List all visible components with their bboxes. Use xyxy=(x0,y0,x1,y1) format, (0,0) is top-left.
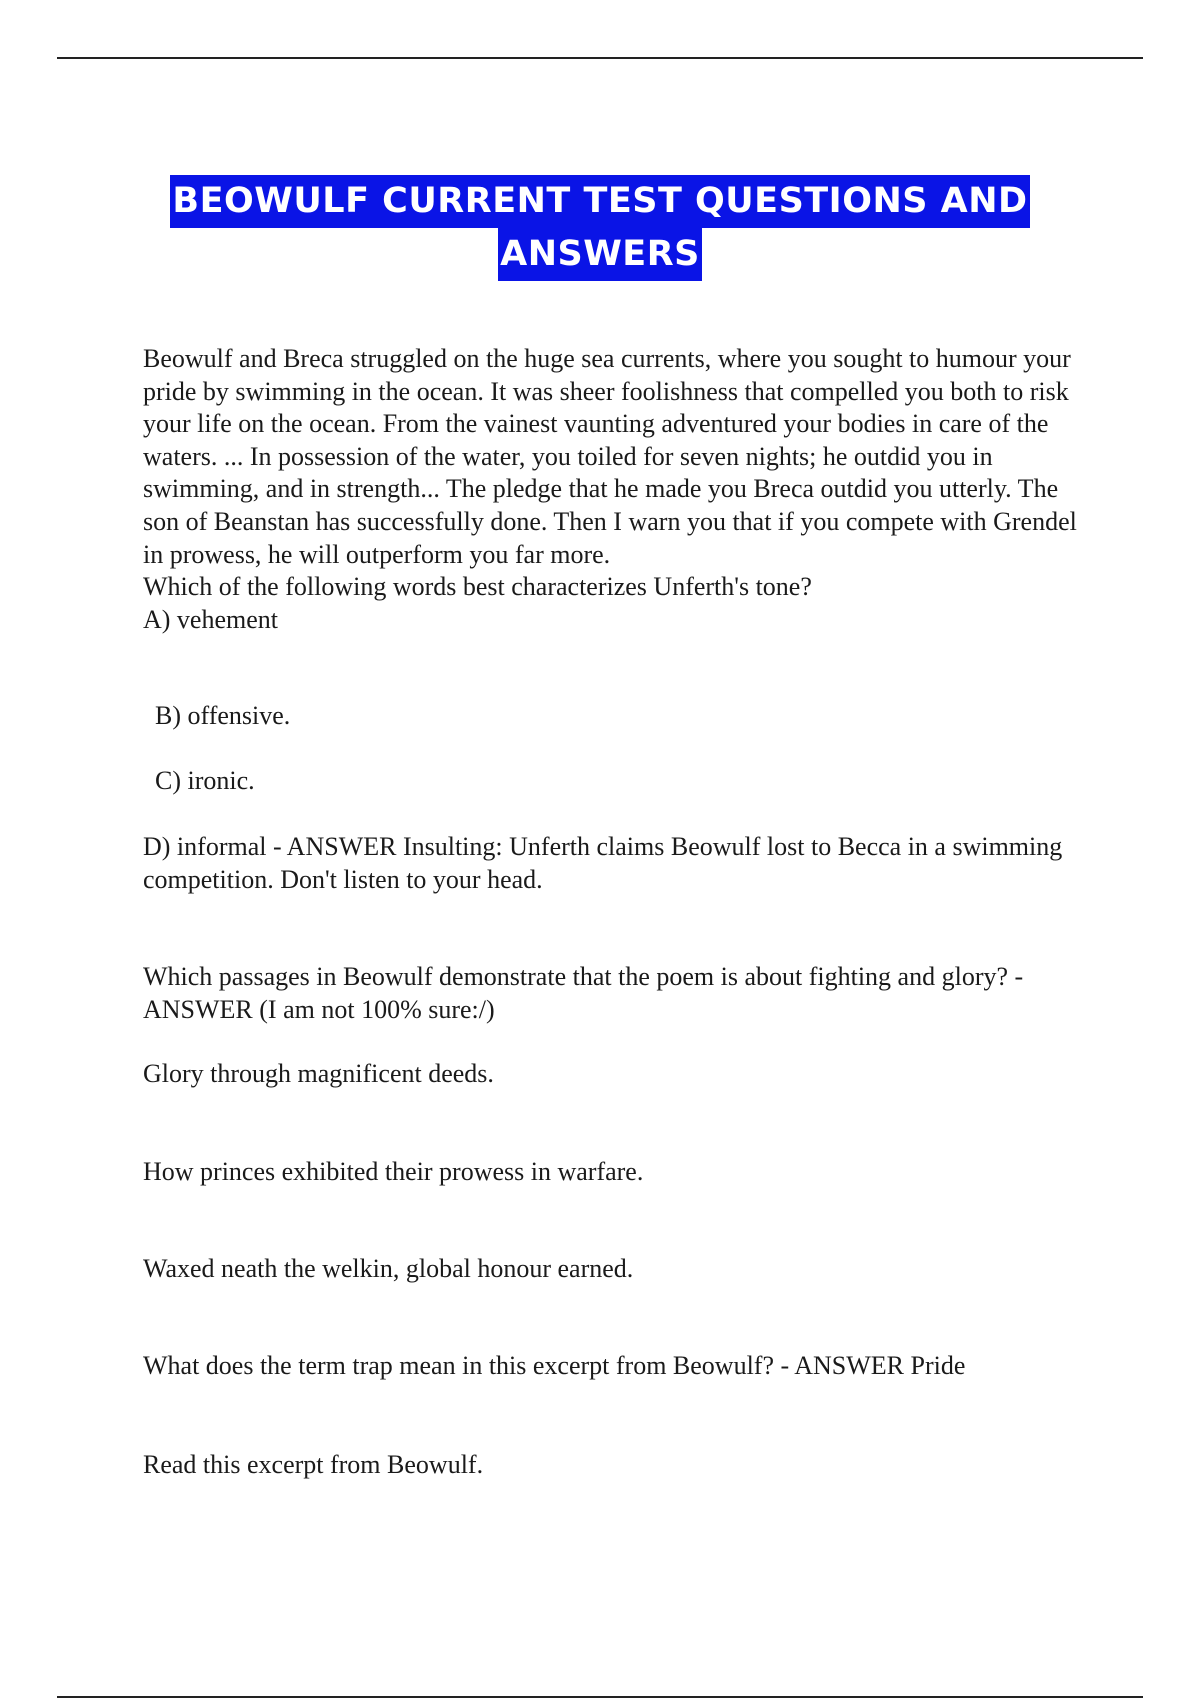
question-4-intro: Read this excerpt from Beowulf. xyxy=(143,1450,484,1479)
answer-2-line-2-block xyxy=(143,1156,1083,1189)
question-2-answer: Which passages in Beowulf demonstrate that the poem is about fighting and glory? - ANSWER (I am not 100% sure:/) xyxy=(143,962,1029,1024)
question-1: Which of the following words best characterizes Unferth's tone? xyxy=(143,572,812,602)
title-line-1: BEOWULF CURRENT TEST QUESTIONS AND xyxy=(170,175,1029,228)
option-d-block xyxy=(143,831,1083,896)
option-c: C) ironic. xyxy=(155,766,255,795)
answer-2-line-1: Glory through magnificent deeds. xyxy=(143,1059,494,1088)
passage-block xyxy=(143,343,1083,636)
answer-2-line-3-block xyxy=(143,1253,1083,1286)
title-line-2: ANSWERS xyxy=(498,228,702,281)
answer-2-line-1-block xyxy=(143,1058,1083,1091)
question-3-block xyxy=(143,1350,1083,1383)
top-rule xyxy=(57,57,1143,59)
option-b-block xyxy=(155,700,1095,733)
option-a: A) vehement xyxy=(143,604,279,634)
question-3-answer: What does the term trap mean in this excerpt from Beowulf? - ANSWER Pride xyxy=(143,1351,966,1380)
answer-2-line-2: How princes exhibited their prowess in warfare. xyxy=(143,1157,644,1186)
question-4-block xyxy=(143,1449,1083,1482)
option-b: B) offensive. xyxy=(155,701,291,730)
document-title xyxy=(0,175,1200,281)
option-c-block xyxy=(155,765,1095,798)
passage-paragraph: Beowulf and Breca struggled on the huge sea currents, where you sought to humour your pride by swimming in the ocean. It was sheer foolishness that compelled you both to risk your life on the ocean. From the vainest vaunting adventured your bodies in care of the waters. ... In possession of the water, you toiled for seven nights; he outdid you in swimming, and in strength... The pledge that he made you Breca outdid you utterly. The son of Beanstan has successfully done. Then I warn you that if you compete with Grendel in prowess, he will outperform you far more. xyxy=(143,344,1084,569)
option-d-answer: D) informal - ANSWER Insulting: Unferth claims Beowulf lost to Becca in a swimming competition. Don't listen to your head. xyxy=(143,832,1069,894)
question-2-block xyxy=(143,961,1083,1026)
answer-2-line-3: Waxed neath the welkin, global honour earned. xyxy=(143,1254,634,1283)
bottom-rule xyxy=(57,1696,1143,1698)
